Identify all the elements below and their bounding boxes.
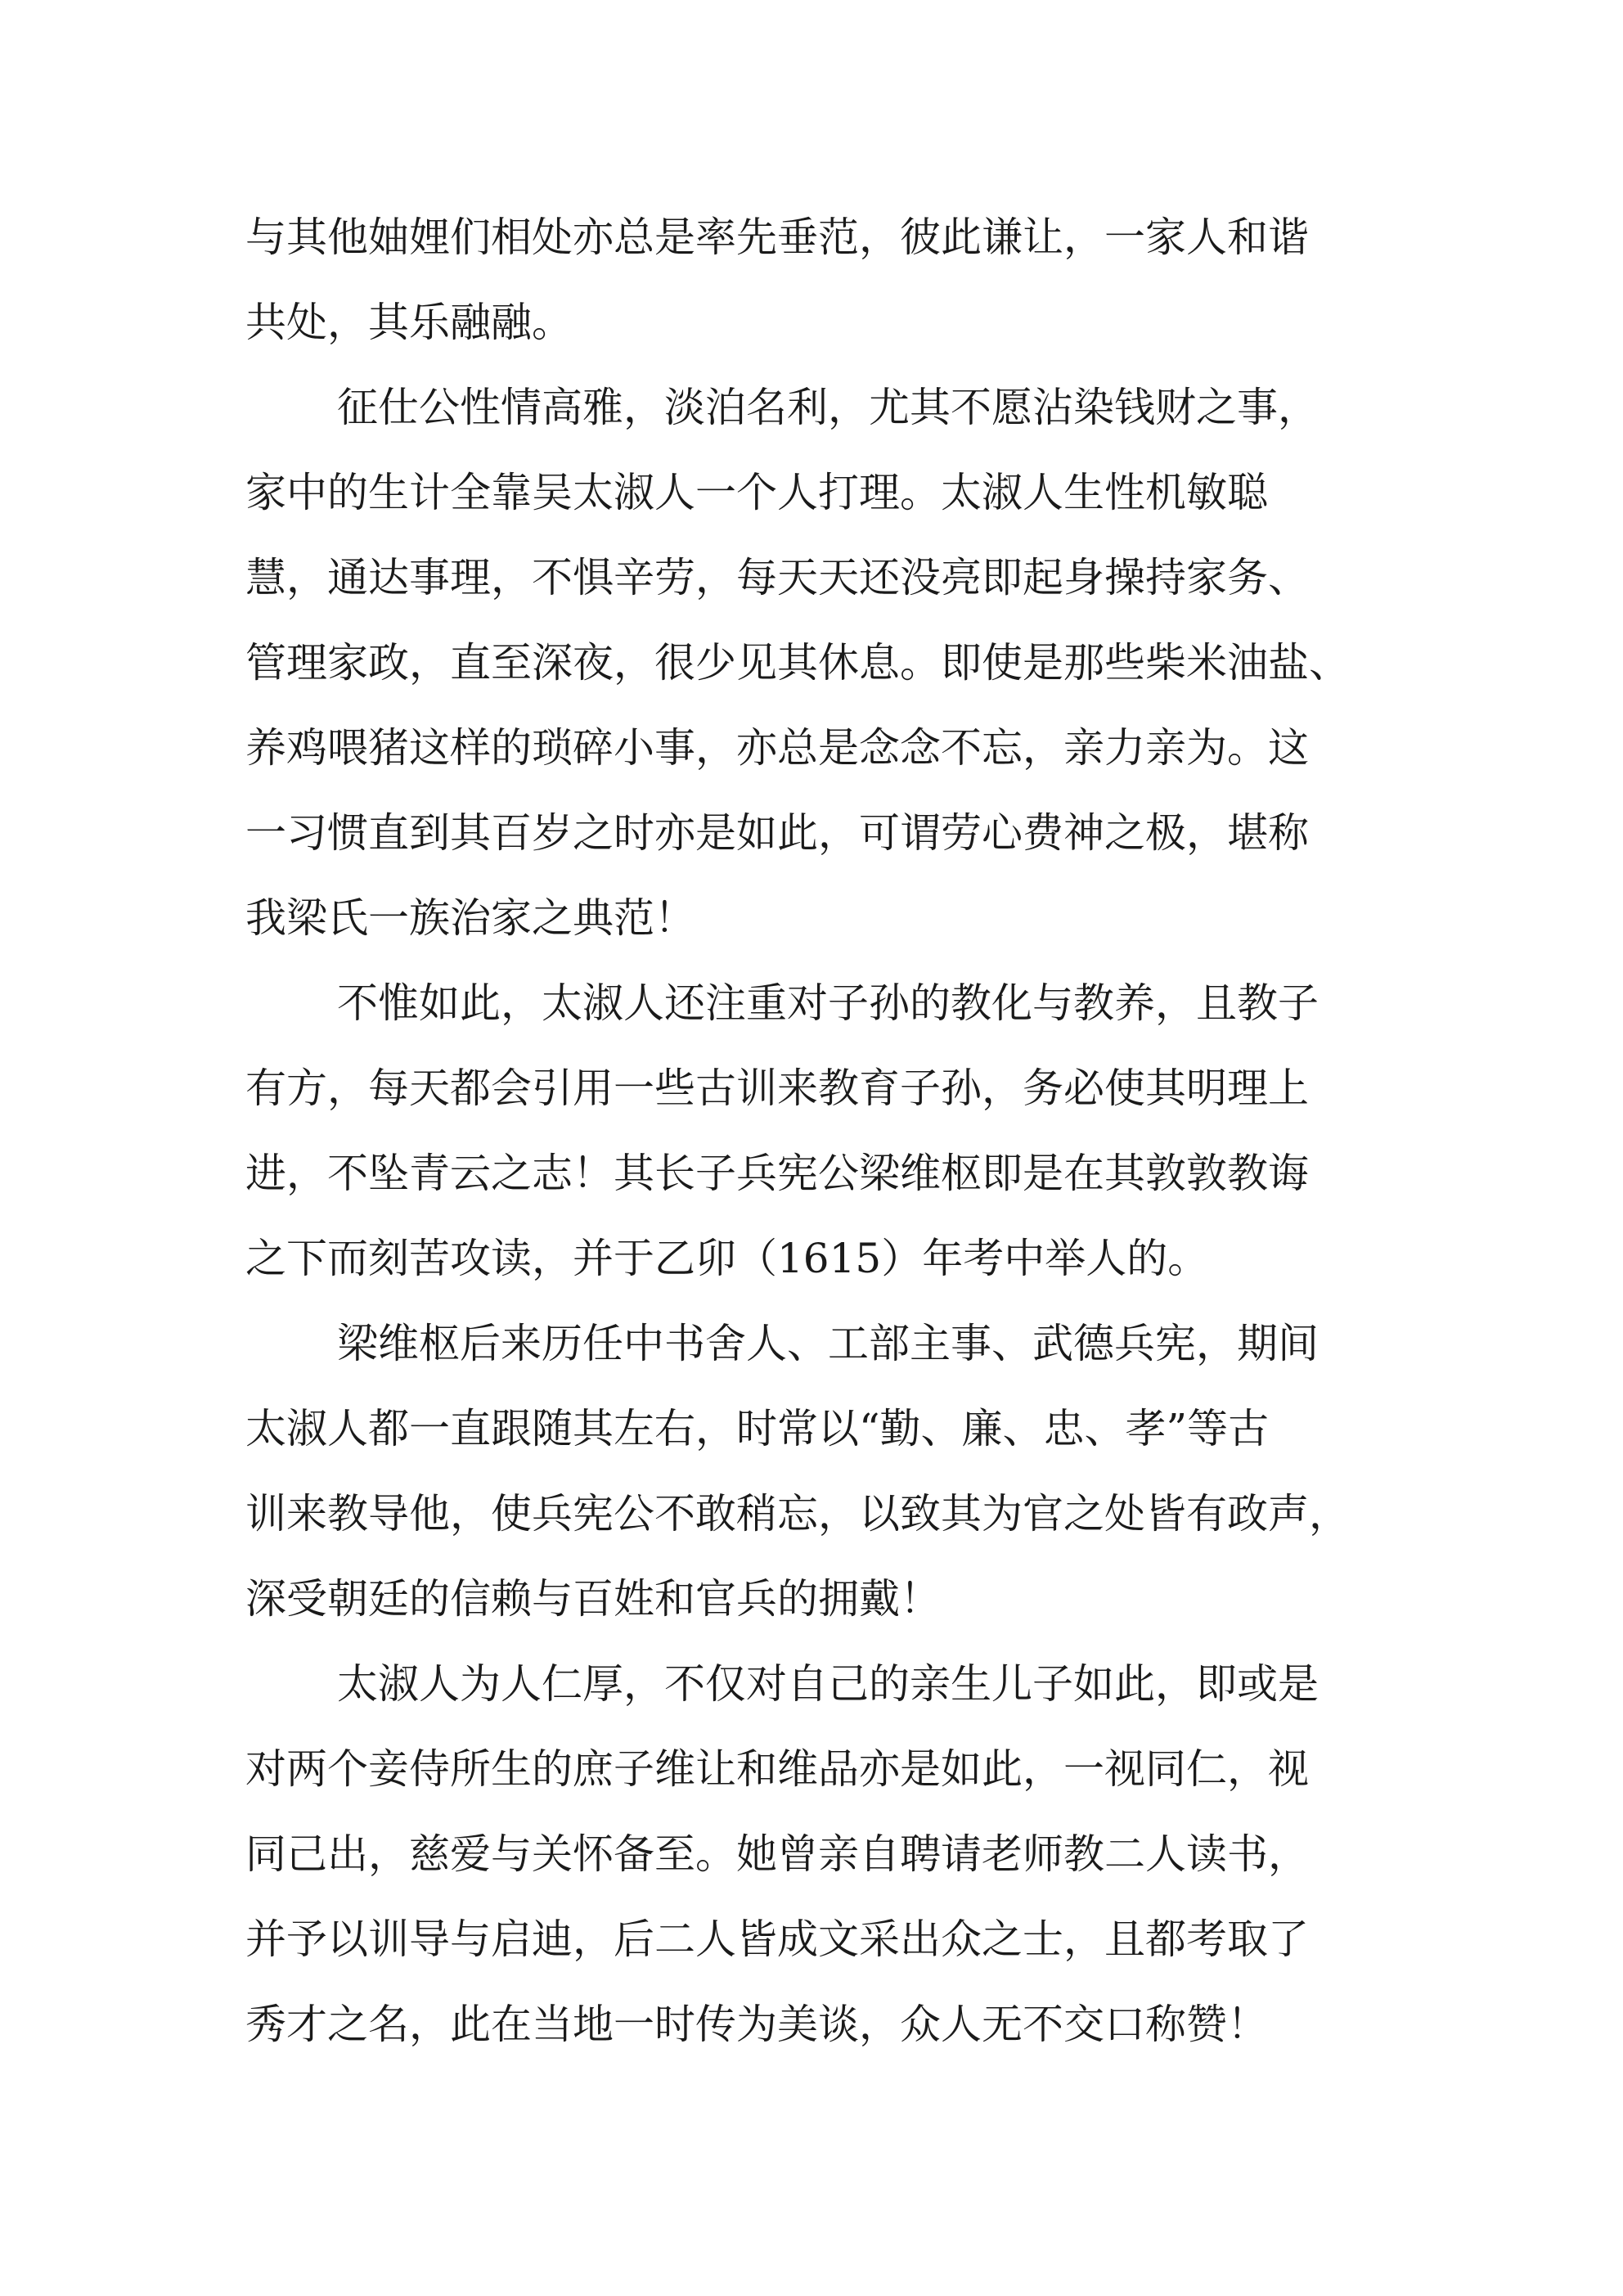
paragraph-2	[245, 365, 1391, 961]
text-line: 深受朝廷的信赖与百姓和官兵的拥戴！	[245, 1575, 941, 1623]
text-line: 管理家政，直至深夜，很少见其休息。即使是那些柴米油盐、	[245, 639, 1350, 687]
text-line: 之下而刻苦攻读，并于乙卯（1615）年考中举人的。	[245, 1235, 1209, 1282]
text-line: 同己出，慈爱与关怀备至。她曾亲自聘请老师教二人读书，	[245, 1830, 1309, 1878]
text-line: 与其他妯娌们相处亦总是率先垂范，彼此谦让，一家人和谐	[245, 214, 1309, 261]
paragraph-5	[245, 1641, 1391, 2067]
paragraph-3	[245, 961, 1391, 1301]
text-line: 进，不坠青云之志！其长子兵宪公梁维枢即是在其敦敦教诲	[245, 1150, 1309, 1197]
text-line: 太淑人都一直跟随其左右，时常以“勤、廉、忠、孝”等古	[245, 1405, 1270, 1452]
text-line: 对两个妾侍所生的庶子维让和维品亦是如此，一视同仁，视	[245, 1745, 1309, 1793]
text-line: 秀才之名，此在当地一时传为美谈，众人无不交口称赞！	[245, 2001, 1268, 2048]
text-line: 我梁氏一族治家之典范！	[245, 894, 695, 942]
text-line: 并予以训导与启迪，后二人皆成文采出众之士，且都考取了	[245, 1916, 1309, 1963]
text-line: 一习惯直到其百岁之时亦是如此，可谓劳心费神之极，堪称	[245, 809, 1309, 857]
text-line: 共处，其乐融融。	[245, 299, 573, 346]
text-line: 训来教导他，使兵宪公不敢稍忘，以致其为官之处皆有政声，	[245, 1490, 1350, 1537]
text-line: 不惟如此，太淑人还注重对子孙的教化与教养，且教子	[337, 979, 1319, 1027]
text-line: 养鸡喂猪这样的琐碎小事，亦总是念念不忘，亲力亲为。这	[245, 724, 1309, 772]
document-body	[245, 195, 1391, 2067]
text-line: 征仕公性情高雅，淡泊名利，尤其不愿沾染钱财之事，	[337, 384, 1319, 431]
paragraph-1	[245, 195, 1391, 365]
text-line: 慧，通达事理，不惧辛劳，每天天还没亮即起身操持家务、	[245, 554, 1309, 601]
text-line: 有方，每天都会引用一些古训来教育子孙，务必使其明理上	[245, 1065, 1309, 1112]
paragraph-4	[245, 1301, 1391, 1641]
text-line: 太淑人为人仁厚，不仅对自己的亲生儿子如此，即或是	[337, 1660, 1319, 1708]
text-line: 家中的生计全靠吴太淑人一个人打理。太淑人生性机敏聪	[245, 469, 1268, 516]
text-line: 梁维枢后来历任中书舍人、工部主事、武德兵宪，期间	[337, 1320, 1319, 1367]
